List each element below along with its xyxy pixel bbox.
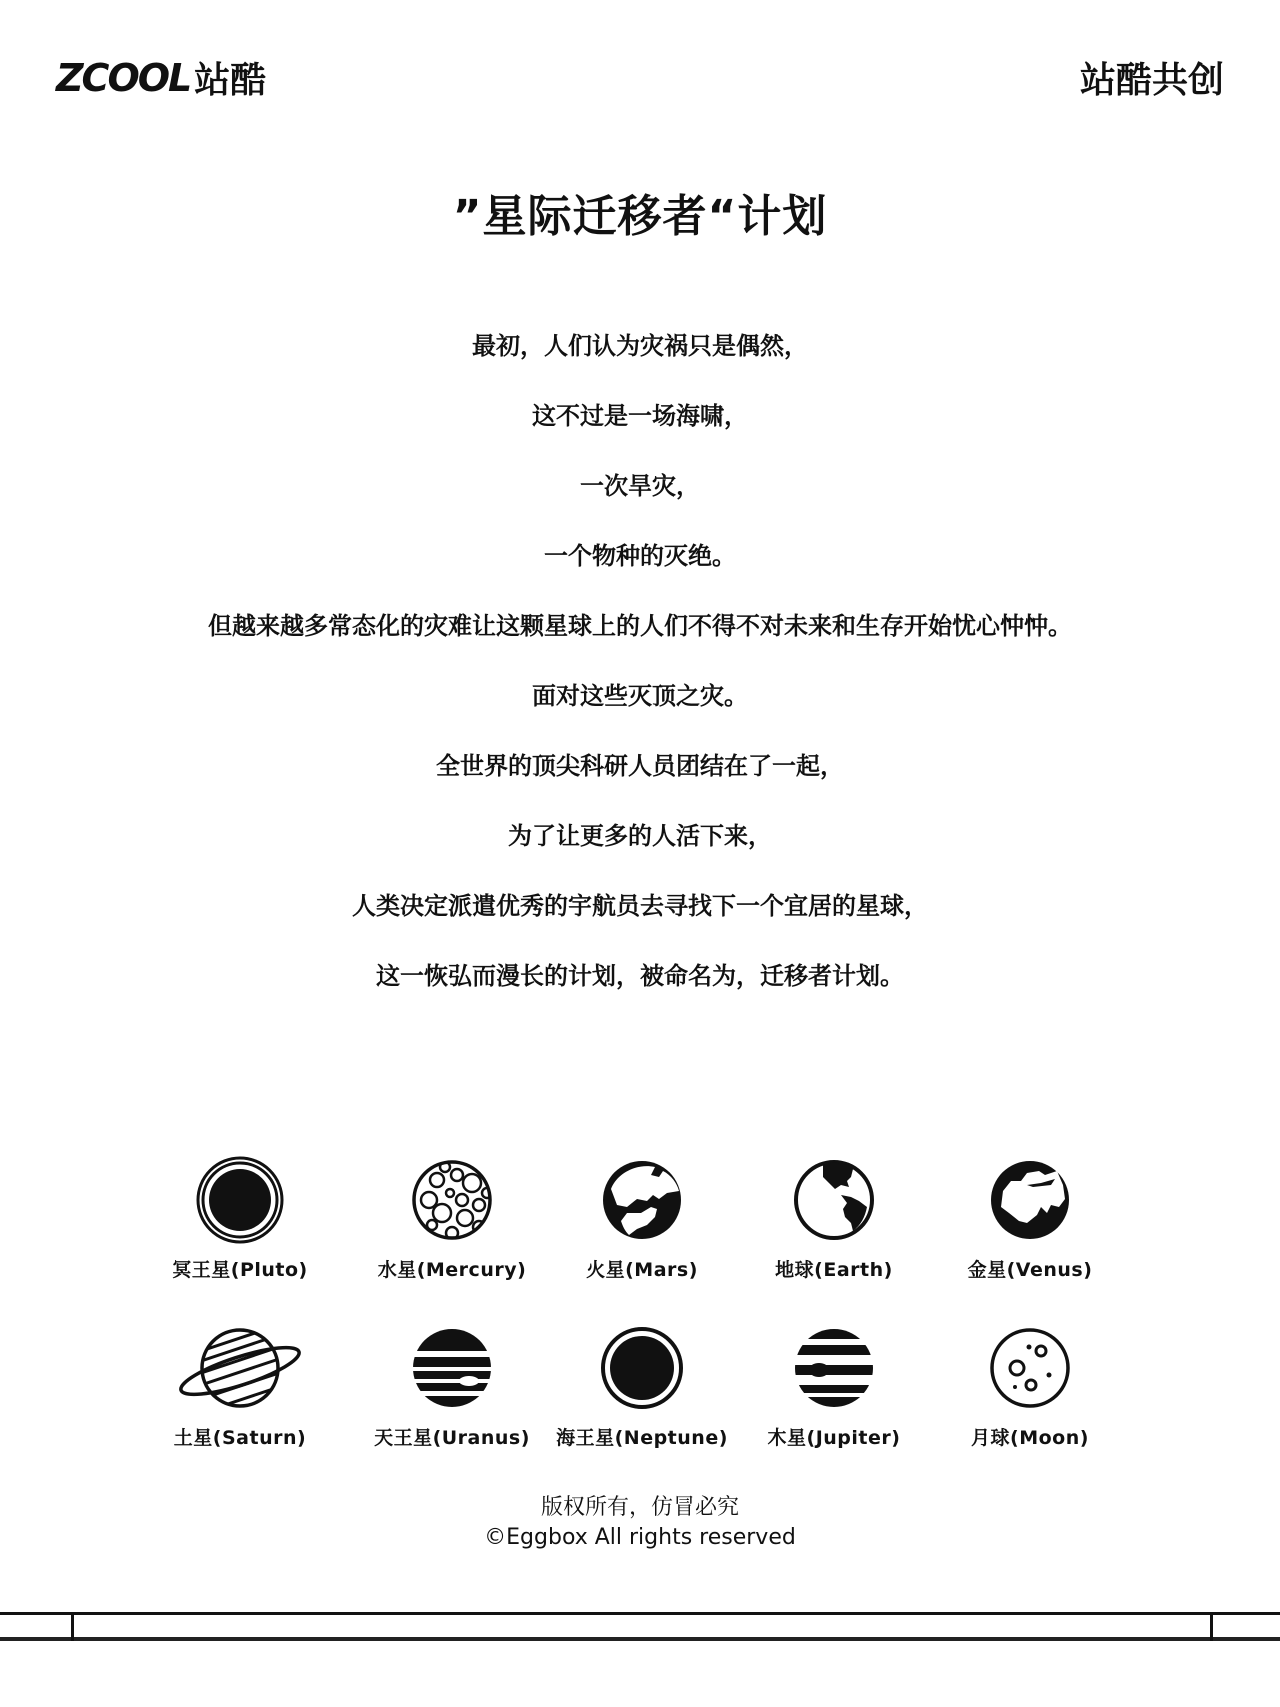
- planet-label: 水星(Mercury): [377, 1259, 527, 1281]
- brand-cocreate: 站酷共创: [1079, 60, 1224, 101]
- story-line: 最初，人们认为灾祸只是偶然，: [472, 332, 808, 360]
- mercury-icon: [407, 1155, 497, 1245]
- story-line: 一个物种的灭绝。: [544, 542, 736, 570]
- story-line: 为了让更多的人活下来，: [508, 822, 772, 850]
- planet-label: 土星(Saturn): [173, 1427, 307, 1449]
- story-line: 一次旱灾，: [580, 472, 700, 500]
- story-line: 这一恢弘而漫长的计划，被命名为，迁移者计划。: [376, 962, 904, 990]
- story-line: 人类决定派遣优秀的宇航员去寻找下一个宜居的星球，: [352, 892, 928, 920]
- planet-item-mars: [542, 1155, 742, 1282]
- uranus-icon: [407, 1323, 497, 1413]
- logo-chinese: 站酷: [194, 60, 267, 101]
- copyright-cn: 版权所有，仿冒必究: [540, 1495, 739, 1520]
- planet-item-venus: [930, 1155, 1130, 1282]
- pluto-icon: [195, 1155, 285, 1245]
- bottom-frame-bottom-line: [0, 1637, 1280, 1641]
- earth-icon: [789, 1155, 879, 1245]
- planet-label: 金星(Venus): [967, 1259, 1093, 1281]
- planet-item-uranus: [352, 1323, 552, 1450]
- story-line: 面对这些灭顶之灾。: [532, 682, 748, 710]
- bottom-frame-divider-right: [1210, 1612, 1213, 1641]
- copyright-en: ©Eggbox All rights reserved: [484, 1525, 796, 1550]
- story-line: 但越来越多常态化的灾难让这颗星球上的人们不得不对未来和生存开始忧心忡忡。: [208, 612, 1072, 640]
- planet-label: 冥王星(Pluto): [172, 1259, 308, 1281]
- story-line: 全世界的顶尖科研人员团结在了一起，: [436, 752, 844, 780]
- neptune-icon: [597, 1323, 687, 1413]
- planet-item-jupiter: [734, 1323, 934, 1450]
- logo-wordmark: ZCOOL: [56, 55, 191, 100]
- planet-item-mercury: [352, 1155, 552, 1282]
- planet-item-neptune: [542, 1323, 742, 1450]
- planet-label: 天王星(Uranus): [374, 1427, 530, 1449]
- bottom-frame-divider-left: [71, 1612, 74, 1641]
- planet-item-saturn: [140, 1323, 340, 1450]
- planet-item-moon: [930, 1323, 1130, 1450]
- story-line: 这不过是一场海啸，: [532, 402, 748, 430]
- planet-label: 海王星(Neptune): [556, 1427, 728, 1449]
- planet-item-pluto: [140, 1155, 340, 1282]
- story-text: [0, 326, 1280, 1026]
- copyright-footer: [0, 1493, 1280, 1553]
- planet-label: 火星(Mars): [586, 1259, 698, 1281]
- venus-icon: [985, 1155, 1075, 1245]
- saturn-icon: [175, 1323, 305, 1413]
- planet-label: 木星(Jupiter): [767, 1427, 901, 1449]
- mars-icon: [597, 1155, 687, 1245]
- page-title: ”星际迁移者“计划: [452, 191, 828, 242]
- planet-item-earth: [734, 1155, 934, 1282]
- planet-label: 月球(Moon): [971, 1427, 1089, 1449]
- bottom-frame-top-line: [0, 1612, 1280, 1615]
- moon-icon: [985, 1323, 1075, 1413]
- jupiter-icon: [789, 1323, 879, 1413]
- zcool-logo[interactable]: [56, 52, 266, 103]
- planet-label: 地球(Earth): [775, 1259, 893, 1281]
